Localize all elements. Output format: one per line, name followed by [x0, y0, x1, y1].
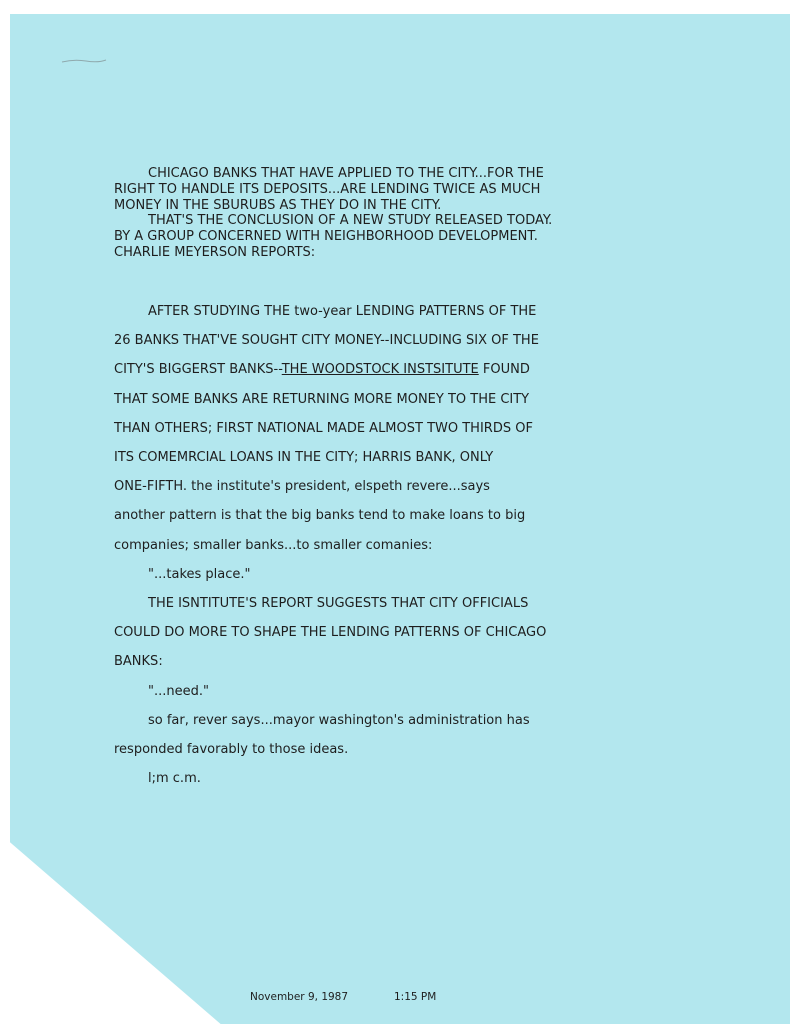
report-line: ONE-FIFTH. the institute's president, elspeth revere...says: [114, 479, 490, 495]
intro-line: CHICAGO BANKS THAT HAVE APPLIED TO THE CITY...FOR THE: [148, 166, 544, 181]
report-line: companies; smaller banks...to smaller comanies:: [114, 537, 433, 553]
report-line: so far, rever says...mayor washington's administration has: [148, 712, 530, 728]
intro-line: RIGHT TO HANDLE ITS DEPOSITS...ARE LENDING TWICE AS MUCH: [114, 181, 541, 197]
footer-date: November 9, 1987: [250, 991, 349, 1003]
report-line: COULD DO MORE TO SHAPE THE LENDING PATTERNS OF CHICAGO: [114, 625, 547, 641]
report-line: [114, 355, 546, 384]
report-line: responded favorably to those ideas.: [114, 742, 349, 758]
pencil-mark: [60, 58, 108, 64]
intro-block: [114, 166, 552, 261]
intro-line: THAT'S THE CONCLUSION OF A NEW STUDY RELEASED TODAY.: [148, 213, 553, 229]
report-line: THAT SOME BANKS ARE RETURNING MORE MONEY TO THE CITY: [114, 391, 530, 407]
report-text: CITY'S BIGGERST BANKS--: [114, 362, 282, 378]
report-line: THAN OTHERS; FIRST NATIONAL MADE ALMOST TWO THIRDS OF: [114, 420, 533, 436]
report-line: THE ISNTITUTE'S REPORT SUGGESTS THAT CITY OFFICIALS: [148, 596, 529, 612]
sign-off: l;m c.m.: [148, 771, 201, 787]
report-text: FOUND: [478, 362, 530, 378]
report-line: BANKS:: [114, 654, 163, 670]
intro-line: BY A GROUP CONCERNED WITH NEIGHBORHOOD DEVELOPMENT.: [114, 229, 538, 245]
report-line: ITS COMEMRCIAL LOANS IN THE CITY; HARRIS BANK, ONLY: [114, 450, 494, 466]
intro-line: MONEY IN THE SBURUBS AS THEY DO IN THE CITY.: [114, 197, 442, 213]
report-line: another pattern is that the big banks tend to make loans to big: [114, 508, 526, 524]
report-line: 26 BANKS THAT'VE SOUGHT CITY MONEY--INCLUDING SIX OF THE: [114, 333, 539, 349]
report-line: AFTER STUDYING THE two-year LENDING PATTERNS OF THE: [148, 304, 537, 319]
report-block: [114, 297, 546, 793]
intro-line: CHARLIE MEYERSON REPORTS:: [114, 244, 316, 260]
actuality-cue: "...takes place.": [148, 566, 251, 582]
footer-time: 1:15 PM: [394, 991, 437, 1003]
actuality-cue: "...need.": [148, 683, 209, 699]
institute-name: THE WOODSTOCK INSTSITUTE: [281, 362, 479, 378]
